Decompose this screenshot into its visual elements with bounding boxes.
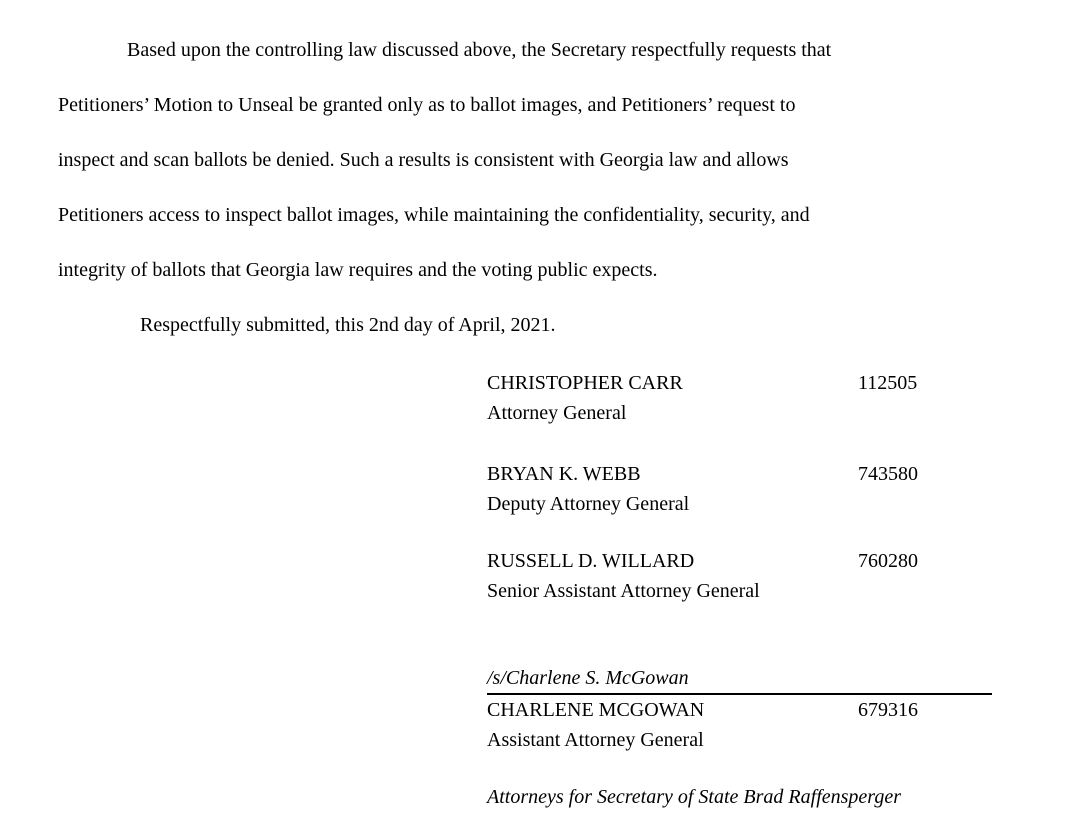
- attorneys-for-line: Attorneys for Secretary of State Brad Raffensperger: [487, 786, 901, 808]
- paragraph-line-2: Petitioners’ Motion to Unseal be granted only as to ballot images, and Petitioners’ request to: [58, 94, 796, 116]
- bar-number: 112505: [858, 372, 918, 394]
- signature-line: /s/Charlene S. McGowan: [487, 663, 992, 695]
- bar-number: 743580: [858, 463, 918, 485]
- attorney-block-mcgowan: [487, 695, 1027, 755]
- submission-line: Respectfully submitted, this 2nd day of April, 2021.: [140, 314, 556, 336]
- attorney-block-willard: [487, 546, 1027, 606]
- attorney-name: RUSSELL D. WILLARD: [487, 550, 695, 572]
- attorney-name: BRYAN K. WEBB: [487, 463, 641, 485]
- attorney-title: Assistant Attorney General: [487, 729, 704, 751]
- attorney-block-carr: [487, 368, 1027, 428]
- attorney-name: CHRISTOPHER CARR: [487, 372, 683, 394]
- paragraph-line-3: inspect and scan ballots be denied. Such a results is consistent with Georgia law and allows: [58, 149, 789, 171]
- bar-number: 679316: [858, 699, 918, 721]
- closing-paragraph: [58, 23, 1018, 298]
- attorney-name-row: [487, 368, 1027, 398]
- paragraph-line-4: Petitioners access to inspect ballot images, while maintaining the confidentiality, security, and: [58, 204, 810, 226]
- bar-number: 760280: [858, 550, 918, 572]
- attorney-name: CHARLENE MCGOWAN: [487, 699, 705, 721]
- attorney-title: Senior Assistant Attorney General: [487, 580, 760, 602]
- signature-area: [487, 368, 1027, 812]
- attorney-name-row: [487, 459, 1027, 489]
- attorney-title: Deputy Attorney General: [487, 493, 690, 515]
- attorney-name-row: [487, 695, 1027, 725]
- paragraph-line-1: Based upon the controlling law discussed above, the Secretary respectfully requests that: [127, 39, 832, 61]
- attorney-name-row: [487, 546, 1027, 576]
- paragraph-line-5: integrity of ballots that Georgia law requires and the voting public expects.: [58, 259, 658, 281]
- attorney-title: Attorney General: [487, 402, 627, 424]
- attorney-block-webb: [487, 459, 1027, 519]
